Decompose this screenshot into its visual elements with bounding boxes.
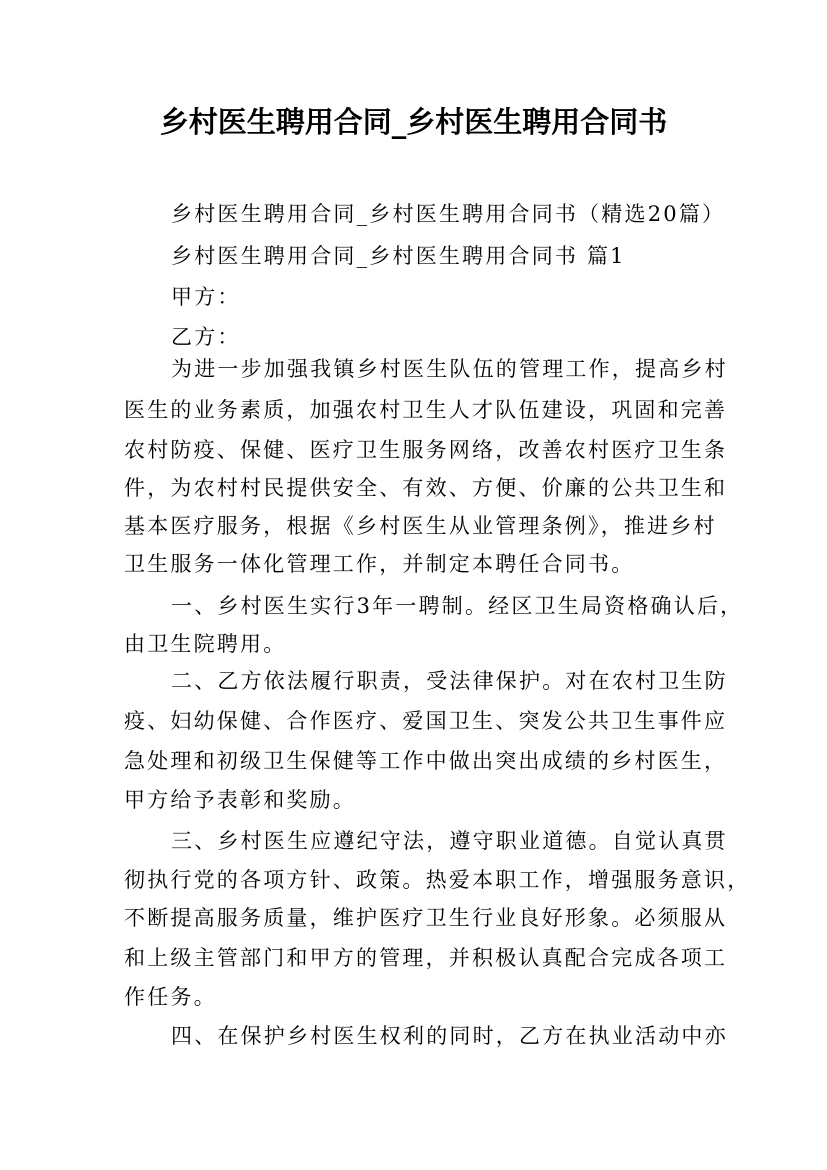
paragraph-line: 急处理和初级卫生保健等工作中做出突出成绩的乡村医生， bbox=[124, 749, 728, 773]
paragraph-line: 基本医疗服务，根据《乡村医生从业管理条例》，推进乡村 bbox=[124, 514, 717, 538]
document-title: 乡村医生聘用合同_乡村医生聘用合同书 bbox=[159, 105, 668, 139]
paragraph-line: 和上级主管部门和甲方的管理，并积极认真配合完成各项工 bbox=[124, 946, 728, 970]
paragraph-line: 疫、妇幼保健、合作医疗、爱国卫生、突发公共卫生事件应 bbox=[124, 709, 728, 733]
paragraph-line: 甲方： bbox=[171, 285, 241, 309]
paragraph-line: 作任务。 bbox=[124, 985, 217, 1009]
paragraph-line: 卫生服务一体化管理工作，并制定本聘任合同书。 bbox=[124, 552, 635, 576]
paragraph-line: 彻执行党的各项方针、政策。热爱本职工作，增强服务意识， bbox=[124, 868, 751, 892]
paragraph-line: 由卫生院聘用。 bbox=[124, 632, 287, 656]
paragraph-line: 三、乡村医生应遵纪守法，遵守职业道德。自觉认真贯 bbox=[171, 829, 728, 853]
paragraph-line: 乡村医生聘用合同_乡村医生聘用合同书（精选20篇） bbox=[171, 202, 726, 226]
paragraph-line: 乡村医生聘用合同_乡村医生聘用合同书 篇1 bbox=[171, 244, 626, 268]
paragraph-line: 二、乙方依法履行职责，受法律保护。对在农村卫生防 bbox=[171, 669, 728, 693]
paragraph-line: 医生的业务素质，加强农村卫生人才队伍建设，巩固和完善 bbox=[124, 398, 728, 422]
paragraph-line: 一、乡村医生实行3年一聘制。经区卫生局资格确认后， bbox=[171, 594, 744, 618]
paragraph-line: 乙方： bbox=[171, 325, 241, 349]
paragraph-line: 甲方给予表彰和奖励。 bbox=[124, 788, 356, 812]
paragraph-line: 为进一步加强我镇乡村医生队伍的管理工作，提高乡村 bbox=[171, 357, 728, 381]
paragraph-line: 农村防疫、保健、医疗卫生服务网络，改善农村医疗卫生条 bbox=[124, 438, 728, 462]
paragraph-line: 四、在保护乡村医生权利的同时，乙方在执业活动中亦 bbox=[171, 1024, 728, 1048]
paragraph-line: 不断提高服务质量，维护医疗卫生行业良好形象。必须服从 bbox=[124, 906, 728, 930]
paragraph-line: 件，为农村村民提供安全、有效、方便、价廉的公共卫生和 bbox=[124, 476, 728, 500]
